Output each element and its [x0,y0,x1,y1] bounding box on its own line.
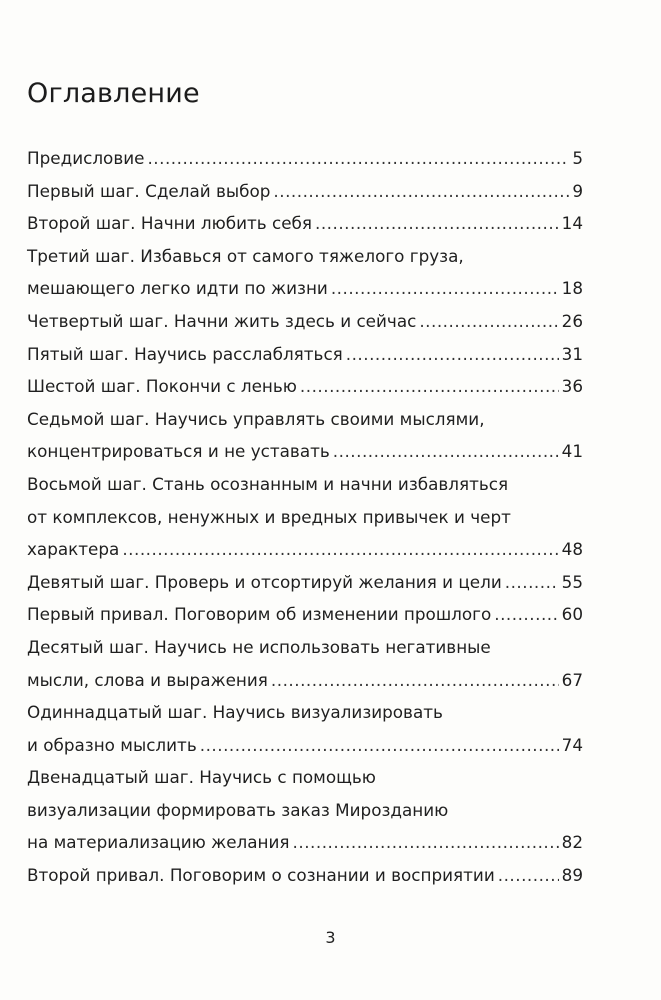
dot-leader [273,175,569,208]
toc-line [27,729,583,762]
toc-entry [27,370,583,403]
toc-entry-title: Четвертый шаг. Начни жить здесь и сейчас [27,310,417,331]
dot-leader [419,305,558,338]
toc-entry [27,859,583,892]
toc-entry [27,598,583,631]
toc-entry-title: Второй привал. Поговорим о сознании и восприятии [27,865,495,886]
dot-leader [122,533,558,566]
toc-entry-page: 89 [561,865,583,886]
dot-leader [293,826,559,859]
toc-entry-page: 9 [572,180,583,201]
toc-heading: Оглавление [27,78,200,109]
toc-entry-page: 5 [572,148,583,168]
dot-leader [300,370,559,403]
toc-entry-title: Двенадцатый шаг. Научись с помощью [27,767,376,788]
toc-entry [27,338,583,371]
dot-leader [333,435,559,468]
toc-line [27,370,583,403]
toc-entry [27,696,583,761]
toc-entry-page: 14 [561,213,583,234]
toc-entry-title: Шестой шаг. Покончи с ленью [27,376,297,397]
dot-leader [505,566,559,599]
toc-entry-title: от комплексов, ненужных и вредных привычек и черт [27,506,511,527]
toc-line [27,305,583,338]
toc-entry-page: 36 [561,376,583,397]
toc-line [27,794,583,827]
dot-leader [147,142,569,175]
toc-line [27,566,583,599]
toc-line [27,664,583,697]
toc-entry [27,305,583,338]
page-number: 3 [325,928,336,947]
toc-entry-page: 31 [561,343,583,364]
toc-line [27,142,583,175]
toc-line [27,272,583,305]
toc-entry-page: 18 [561,278,583,299]
toc-entry [27,761,583,859]
toc-entry-title: мысли, слова и выражения [27,669,268,690]
toc-entry-title: Одиннадцатый шаг. Научись визуализировать [27,702,443,723]
toc-entry-page: 41 [561,441,583,462]
dot-leader [271,664,559,697]
toc-line [27,435,583,468]
toc-entry-page: 55 [561,571,583,592]
toc-entry [27,207,583,240]
toc-line [27,826,583,859]
toc-line [27,761,583,794]
toc-line [27,403,583,436]
toc-line [27,175,583,208]
toc-entry-title: Первый шаг. Сделай выбор [27,180,271,201]
toc-entry-title: Пятый шаг. Научись расслабляться [27,343,343,364]
toc-entry [27,631,583,696]
toc-line [27,533,583,566]
table-of-contents [27,142,583,892]
toc-entry-page: 74 [561,734,583,755]
toc-entry-title: Третий шаг. Избавься от самого тяжелого груза, [27,245,464,266]
toc-entry-title: мешающего легко идти по жизни [27,278,328,299]
toc-entry-title: Восьмой шаг. Стань осознанным и начни избавляться [27,473,509,494]
toc-entry-title: Девятый шаг. Проверь и отсортируй желания и цели [27,571,502,592]
toc-line [27,598,583,631]
toc-line [27,338,583,371]
toc-entry-title: Второй шаг. Начни любить себя [27,213,312,234]
toc-entry [27,142,583,175]
toc-entry-title: на материализацию желания [27,832,290,853]
dot-leader [200,729,559,762]
toc-line [27,468,583,501]
toc-line [27,501,583,534]
dot-leader [315,207,559,240]
dot-leader [346,338,559,371]
toc-entry [27,468,583,566]
toc-entry-page: 60 [561,604,583,625]
dot-leader [331,272,559,305]
toc-entry-title: характера [27,539,120,560]
toc-entry [27,566,583,599]
toc-line [27,207,583,240]
toc-entry [27,240,583,305]
toc-entry [27,403,583,468]
toc-entry-page: 26 [561,310,583,331]
toc-entry-title: Десятый шаг. Научись не использовать негативные [27,636,491,657]
toc-line [27,631,583,664]
toc-entry-title: визуализации формировать заказ Мирозданию [27,799,449,820]
toc-entry-title: концентрироваться и не уставать [27,441,330,462]
toc-line [27,696,583,729]
toc-entry-page: 48 [561,539,583,560]
toc-line [27,240,583,273]
dot-leader [494,598,558,631]
toc-entry-title: Предисловие [27,148,145,168]
toc-entry [27,175,583,208]
toc-line [27,859,583,892]
toc-entry-page: 67 [561,669,583,690]
toc-entry-title: и образно мыслить [27,734,197,755]
dot-leader [498,859,559,892]
toc-entry-page: 82 [561,832,583,853]
toc-entry-title: Первый привал. Поговорим об изменении прошлого [27,604,492,625]
toc-entry-title: Седьмой шаг. Научись управлять своими мыслями, [27,408,485,429]
